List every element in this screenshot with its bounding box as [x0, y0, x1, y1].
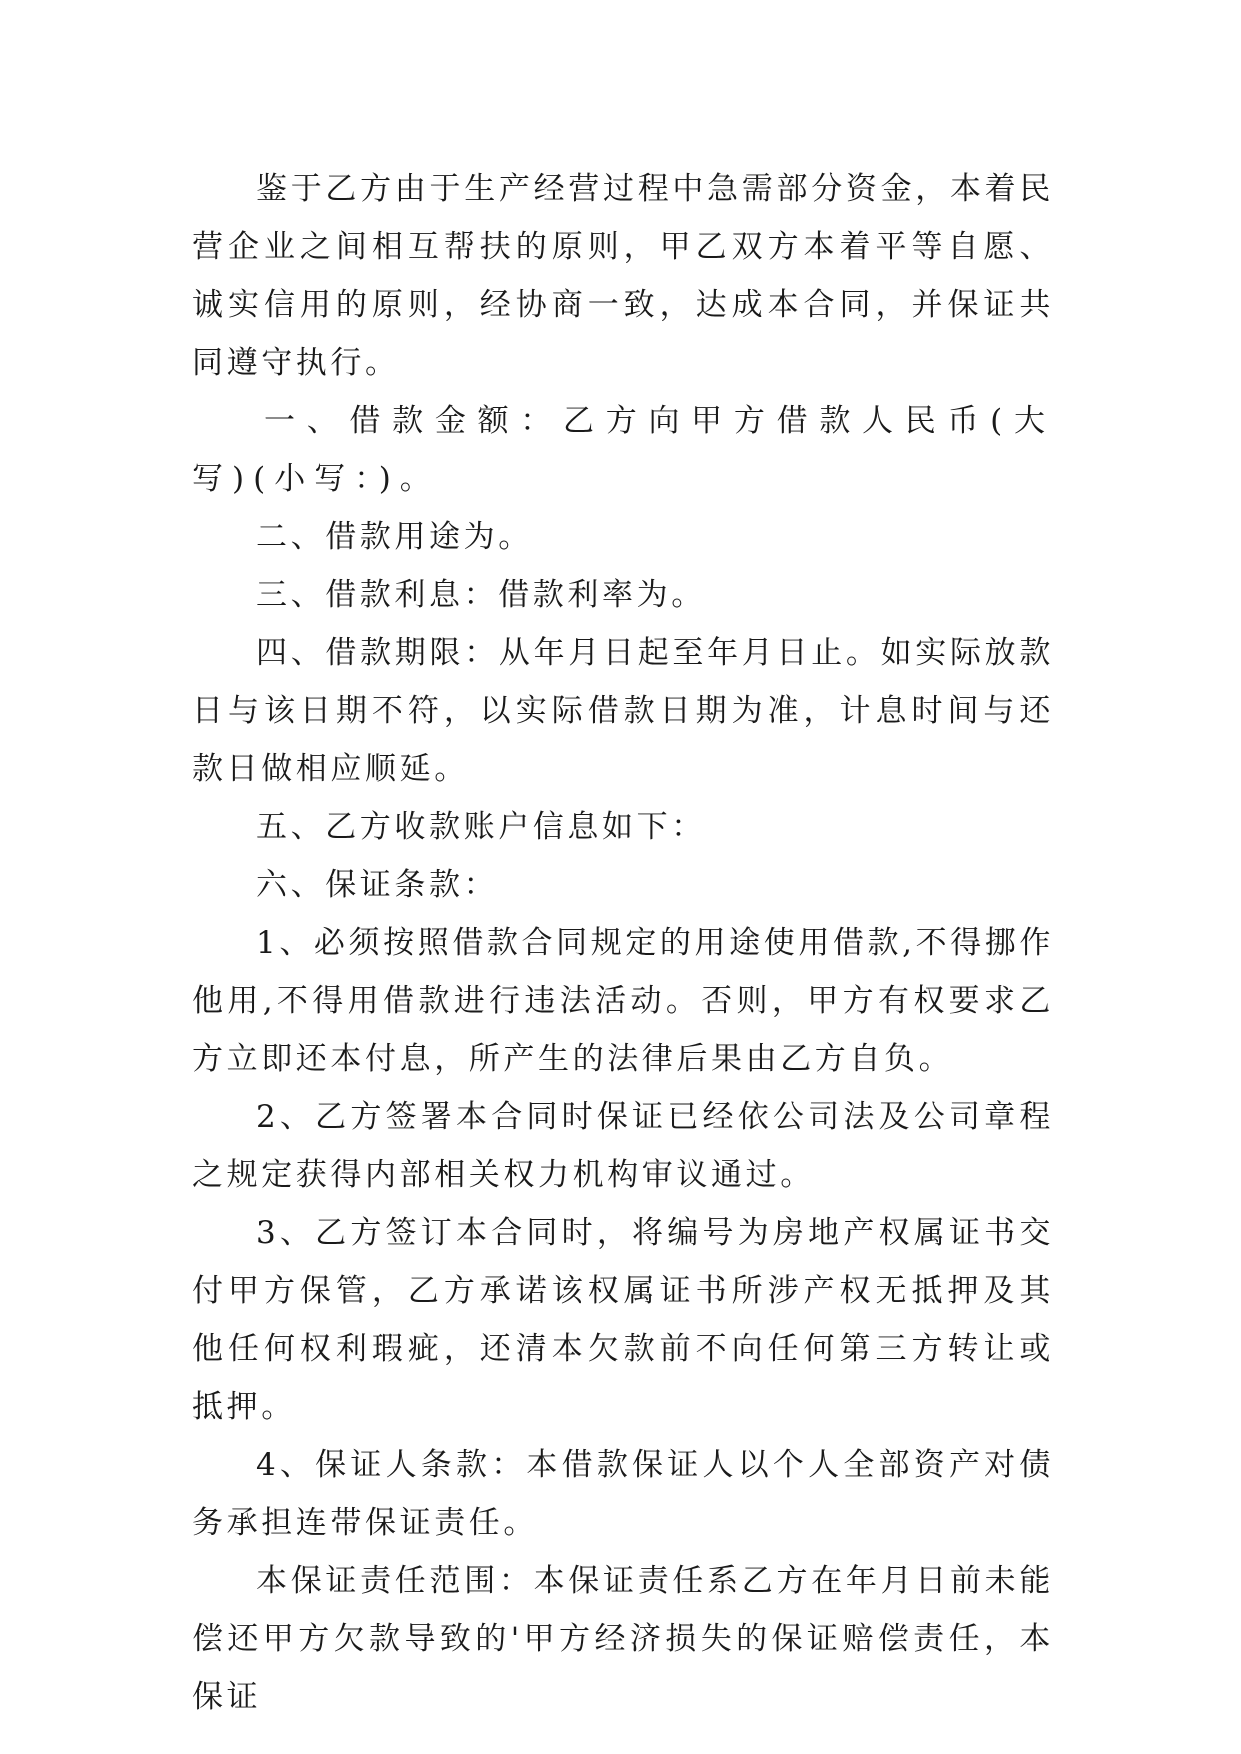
- guarantee-item-4: 4、保证人条款：本借款保证人以个人全部资产对债务承担连带保证责任。: [192, 1447, 1054, 1541]
- guarantee-item-3: 3、乙方签订本合同时，将编号为房地产权属证书交付甲方保管，乙方承诺该权属证书所涉产权无抵押及其他任何权利瑕疵，还清本欠款前不向任何第三方转让或抵押。: [192, 1215, 1054, 1425]
- guarantee-clause-heading: 六、保证条款：: [256, 867, 499, 903]
- loan-interest-clause: 三、借款利息：借款利率为。: [256, 577, 706, 613]
- guarantee-scope-paragraph: 本保证责任范围：本保证责任系乙方在年月日前未能偿还甲方欠款导致的'甲方经济损失的保证赔偿责任，本保证: [192, 1563, 1054, 1715]
- loan-term-clause: 四、借款期限：从年月日起至年月日止。如实际放款日与该日期不符，以实际借款日期为准，计息时间与还款日做相应顺延。: [192, 635, 1054, 787]
- account-info-clause: 五、乙方收款账户信息如下：: [256, 809, 706, 845]
- loan-purpose-clause: 二、借款用途为。: [256, 519, 533, 555]
- preamble-paragraph: 鉴于乙方由于生产经营过程中急需部分资金，本着民营企业之间相互帮扶的原则，甲乙双方本着平等自愿、诚实信用的原则，经协商一致，达成本合同，并保证共同遵守执行。: [192, 171, 1054, 381]
- loan-amount-clause: 一、借款金额：乙方向甲方借款人民币(大写)(小写：)。: [192, 403, 1054, 497]
- guarantee-item-2: 2、乙方签署本合同时保证已经依公司法及公司章程之规定获得内部相关权力机构审议通过。: [192, 1099, 1054, 1193]
- guarantee-item-1: 1、必须按照借款合同规定的用途使用借款,不得挪作他用,不得用借款进行违法活动。否则，甲方有权要求乙方立即还本付息，所产生的法律后果由乙方自负。: [192, 925, 1054, 1077]
- contract-body: [192, 160, 1054, 1726]
